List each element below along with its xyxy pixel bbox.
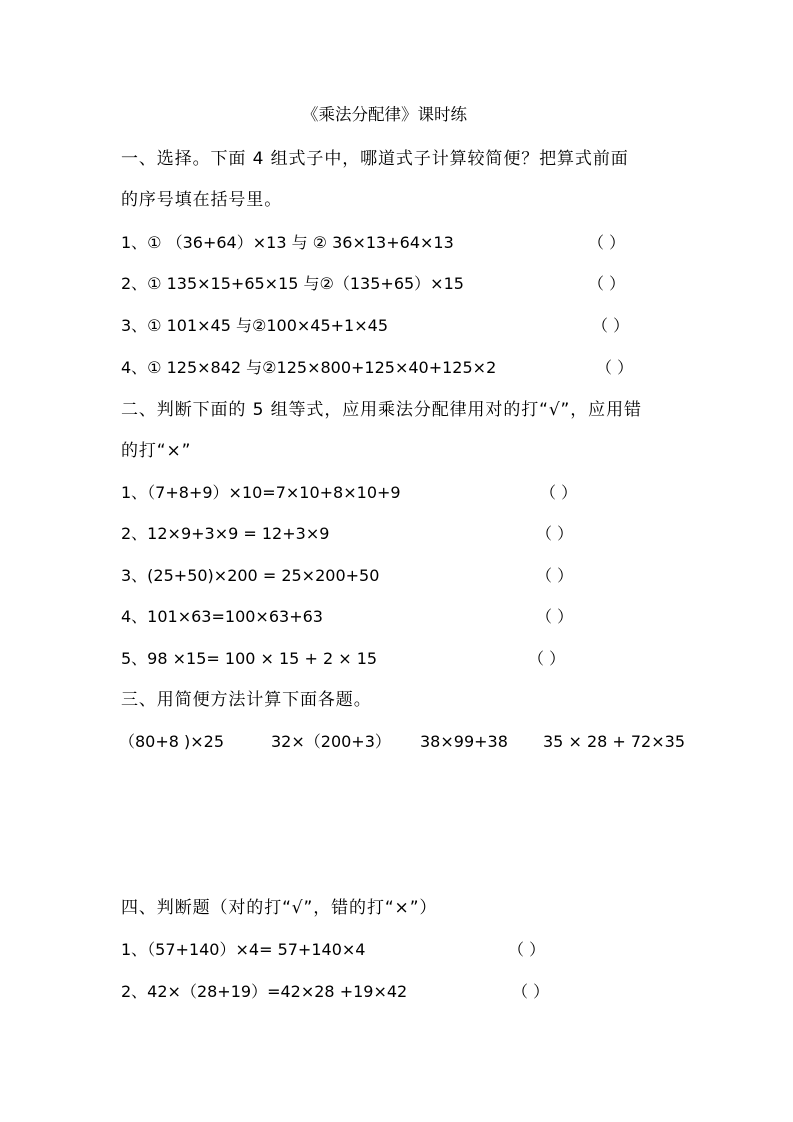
- answer-blank-choice-1[interactable]: （ ）: [588, 233, 626, 252]
- section4-heading: 四、判断题（对的打“√”，错的打“×”）: [121, 898, 438, 918]
- section1-heading-line1: 一、选择。下面 4 组式子中，哪道式子计算较简便？把算式前面: [121, 149, 629, 169]
- page-title: 《乘法分配律》课时练: [302, 105, 467, 124]
- choice-item-2: 2、① 135×15+65×15 与②（135+65）×15: [121, 274, 464, 293]
- answer-blank-choice-3[interactable]: （ ）: [592, 316, 630, 335]
- answer-blank-judge-2[interactable]: （ ）: [536, 524, 574, 543]
- choice-item-3: 3、① 101×45 与②100×45+1×45: [121, 316, 389, 335]
- judge-item-3: 3、(25+50)×200 = 25×200+50: [121, 566, 380, 585]
- answer-blank-truefalse-1[interactable]: （ ）: [508, 940, 546, 959]
- answer-blank-judge-3[interactable]: （ ）: [536, 566, 574, 585]
- section3-heading: 三、用简便方法计算下面各题。: [121, 690, 372, 710]
- truefalse-item-1: 1、（57+140）×4= 57+140×4: [121, 940, 366, 959]
- judge-item-2: 2、12×9+3×9 = 12+3×9: [121, 524, 330, 543]
- truefalse-item-2: 2、42×（28+19）=42×28 +19×42: [121, 982, 408, 1001]
- judge-item-5: 5、98 ×15= 100 × 15 + 2 × 15: [121, 649, 378, 668]
- section1-heading-line2: 的序号填在括号里。: [121, 190, 283, 210]
- calc-problem-4: 35 × 28 + 72×35: [543, 732, 685, 751]
- answer-blank-judge-4[interactable]: （ ）: [536, 607, 574, 626]
- answer-blank-judge-1[interactable]: （ ）: [540, 483, 578, 502]
- answer-blank-choice-4[interactable]: （ ）: [596, 358, 634, 377]
- answer-blank-truefalse-2[interactable]: （ ）: [512, 982, 550, 1001]
- calc-problem-3: 38×99+38: [420, 732, 508, 751]
- calc-problem-2: 32×（200+3）: [271, 732, 391, 751]
- answer-blank-judge-5[interactable]: （ ）: [528, 649, 566, 668]
- answer-blank-choice-2[interactable]: （ ）: [588, 274, 626, 293]
- section2-heading-line2: 的打“×”: [121, 441, 192, 461]
- section2-heading-line1: 二、判断下面的 5 组等式，应用乘法分配律用对的打“√”，应用错: [121, 400, 642, 420]
- judge-item-4: 4、101×63=100×63+63: [121, 607, 323, 626]
- choice-item-1: 1、① （36+64）×13 与 ② 36×13+64×13: [121, 233, 454, 252]
- judge-item-1: 1、（7+8+9）×10=7×10+8×10+9: [121, 483, 401, 502]
- calc-problem-1: （80+8 )×25: [119, 732, 225, 751]
- choice-item-4: 4、① 125×842 与②125×800+125×40+125×2: [121, 358, 497, 377]
